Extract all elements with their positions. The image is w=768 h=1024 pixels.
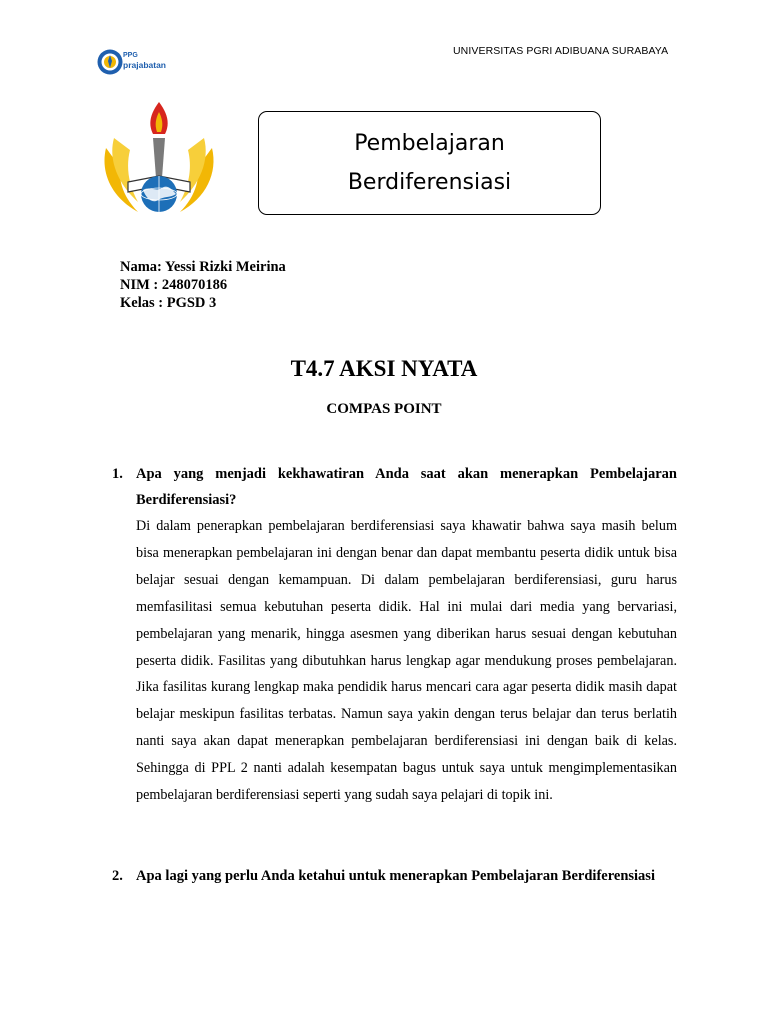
question-2-number: 2. xyxy=(112,868,123,884)
document-title-box xyxy=(258,111,601,215)
university-emblem-icon xyxy=(98,98,220,220)
ppg-label: PPG xyxy=(123,52,138,59)
header-university: UNIVERSITAS PGRI ADIBUANA SURABAYA xyxy=(453,45,669,57)
question-2-text: Apa lagi yang perlu Anda ketahui untuk menerapkan Pembelajaran Berdiferensiasi xyxy=(136,868,655,884)
assignment-subtitle: COMPAS POINT xyxy=(326,401,442,417)
ppg-prajabatan-logo xyxy=(96,48,176,80)
title-line-2: Berdiferensiasi xyxy=(347,170,512,195)
tut-wuri-badge-icon xyxy=(96,48,124,76)
question-1-text: Apa yang menjadi kekhawatiran Anda saat akan menerapkan Pembelajaran Berdiferensiasi? xyxy=(136,466,677,508)
student-name: Nama: Yessi Rizki Meirina xyxy=(120,259,286,275)
student-nim: NIM : 248070186 xyxy=(120,277,228,293)
student-class: Kelas : PGSD 3 xyxy=(120,295,217,311)
question-1 xyxy=(112,461,677,809)
title-line-1: Pembelajaran xyxy=(354,131,505,156)
student-identity xyxy=(120,258,286,312)
assignment-title: T4.7 AKSI NYATA xyxy=(290,356,478,381)
question-1-answer: Di dalam penerapkan pembelajaran berdiferensiasi saya khawatir bahwa saya masih belum bisa menerapkan pembelajaran ini dengan benar dan dapat membantu peserta didik untuk bisa belajar sesuai dengan kemampuan. Di dalam pembelajaran berdiferensiasi, guru harus memfasilitasi semua kebutuhan peserta didik. Hal ini mulai dari media yang bervariasi, pembelajaran yang menarik, hingga asesmen yang diberikan harus sesuai dengan kebutuhan peserta didik. Fasilitas yang dibutuhkan harus lengkap agar mendukung proses pembelajaran. Jika fasilitas kurang lengkap maka pendidik harus mencari cara agar peserta didik masih dapat belajar meskipun fasilitas terbatas. Namun saya yakin dengan terus belajar dan terus berlatih nanti saya akan dapat menerapkan pembelajaran berdiferensiasi ini dengan baik di kelas. Sehingga di PPL 2 nanti adalah kesempatan bagus untuk saya untuk mengimplementasikan pembelajaran berdiferensiasi seperti yang sudah saya pelajari di topik ini. xyxy=(136,518,677,804)
question-1-number: 1. xyxy=(112,466,123,482)
question-2 xyxy=(112,863,677,889)
prajabatan-label: prajabatan xyxy=(123,60,166,70)
